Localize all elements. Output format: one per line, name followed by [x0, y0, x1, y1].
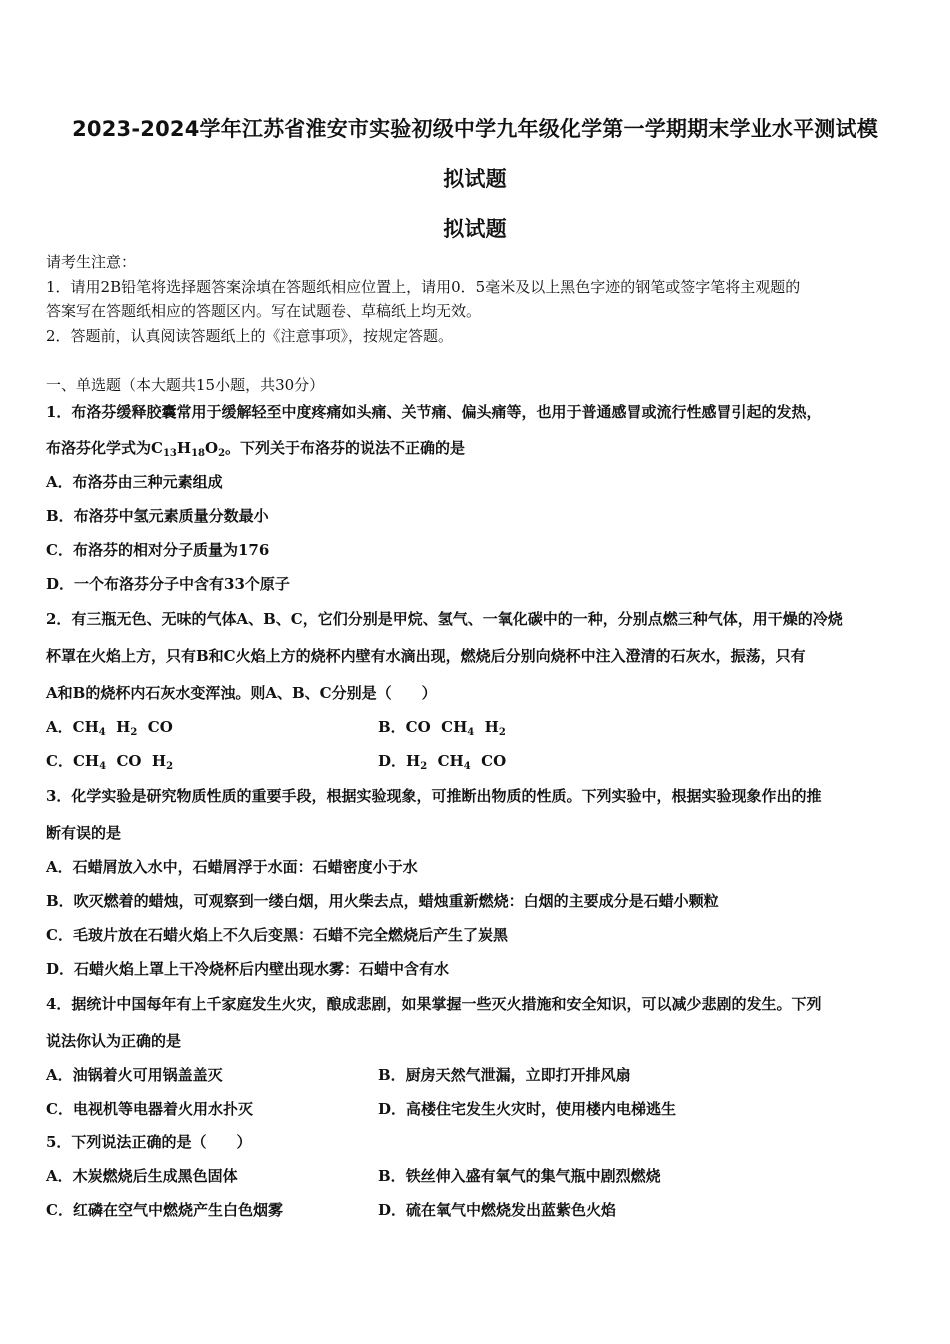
q2-b-sub-2: 2: [498, 727, 506, 738]
q2-stem-line-1: 2．有三瓶无色、无味的气体A、B、C，它们分别是甲烷、氢气、一氧化碳中的一种，分别点燃三种气体，用干燥的冷烧: [46, 610, 843, 628]
q1-option-d: D．一个布洛芬分子中含有33个原子: [46, 575, 290, 593]
q2-option-c: [46, 751, 173, 771]
q2-b-part-2: H: [474, 718, 499, 736]
q3-option-a: A．石蜡屑放入水中，石蜡屑浮于水面：石蜡密度小于水: [46, 858, 418, 876]
q4-stem-line-1: 4．据统计中国每年有上千家庭发生火灾，酿成悲剧，如果掌握一些灭火措施和安全知识，可以减少悲剧的发生。下列: [46, 995, 822, 1013]
q2-stem-line-2: 杯罩在火焰上方，只有B和C火焰上方的烧杯内壁有水滴出现，燃烧后分别向烧杯中注入澄清的石灰水，振荡，只有: [46, 647, 806, 665]
q5-option-d: D．硫在氧气中燃烧发出蓝紫色火焰: [378, 1201, 617, 1219]
exam-title-line-3: 拟试题: [443, 217, 507, 241]
exam-title-line-1: 2023-2024学年江苏省淮安市实验初级中学九年级化学第一学期期末学业水平测试模: [72, 117, 878, 141]
q5-stem: 5．下列说法正确的是（ ）: [46, 1133, 252, 1151]
q2-option-b: [378, 717, 506, 737]
q3-option-c: C．毛玻片放在石蜡火焰上不久后变黑：石蜡不完全燃烧后产生了炭黑: [46, 926, 508, 944]
q5-option-c: C．红磷在空气中燃烧产生白色烟雾: [46, 1201, 283, 1219]
q1-formula-sub-c: 13: [162, 448, 177, 459]
q2-c-sub-1: 4: [99, 761, 107, 772]
notice-item-1-line-1: 1．请用2B铅笔将选择题答案涂填在答题纸相应位置上，请用0．5毫米及以上黑色字迹的钢笔或签字笔将主观题的: [46, 278, 801, 296]
q4-option-d: D．高楼住宅发生火灾时，使用楼内电梯逃生: [378, 1100, 677, 1118]
q1-option-c: C．布洛芬的相对分子质量为176: [46, 541, 270, 559]
q1-stem-line-2: [46, 438, 465, 458]
q2-option-d: [378, 751, 506, 771]
q2-c-sub-2: 2: [166, 761, 174, 772]
q2-c-part-2: CO H: [106, 752, 167, 770]
q1-formula-o: O: [204, 439, 219, 457]
q2-stem-line-3: A和B的烧杯内石灰水变浑浊。则A、B、C分别是（ ）: [46, 684, 437, 702]
q2-d-part-1: D．H: [378, 752, 421, 770]
q3-stem-line-1: 3．化学实验是研究物质性质的重要手段，根据实验现象，可推断出物质的性质。下列实验中，根据实验现象作出的推: [46, 787, 822, 805]
q4-stem-line-2: 说法你认为正确的是: [46, 1032, 182, 1050]
q2-b-part-1: B．CO CH: [378, 718, 468, 736]
q2-a-part-2: H: [105, 718, 131, 736]
q3-stem-line-2: 断有误的是: [46, 824, 122, 842]
q3-option-b: B．吹灭燃着的蜡烛，可观察到一缕白烟，用火柴去点，蜡烛重新燃烧：白烟的主要成分是石蜡小颗粒: [46, 892, 719, 910]
q1-stem-prefix: 布洛芬化学式为C: [46, 439, 163, 457]
section-heading: 一、单选题（本大题共15小题，共30分）: [46, 376, 325, 394]
q2-b-sub-1: 4: [467, 727, 475, 738]
q3-option-d: D．石蜡火焰上罩上干冷烧杯后内壁出现水雾：石蜡中含有水: [46, 960, 450, 978]
q1-stem-line-1: 1．布洛芬缓释胶囊常用于缓解轻至中度疼痛如头痛、关节痛、偏头痛等，也用于普通感冒或流行性感冒引起的发热，: [46, 403, 822, 421]
q2-a-part-3: CO: [137, 718, 173, 736]
q1-formula-h: H: [176, 439, 192, 457]
q1-formula-sub-h: 18: [191, 448, 205, 459]
q2-d-part-3: CO: [470, 752, 507, 770]
q4-option-a: A．油锅着火可用锅盖盖灭: [46, 1066, 223, 1084]
q2-option-a: [46, 717, 173, 737]
q1-stem-suffix: 。下列关于布洛芬的说法不正确的是: [225, 439, 466, 457]
q2-a-sub-2: 2: [130, 727, 138, 738]
exam-title-line-2: 拟试题: [443, 167, 507, 191]
q5-option-b: B．铁丝伸入盛有氧气的集气瓶中剧烈燃烧: [378, 1167, 661, 1185]
q2-a-part-1: A．CH: [46, 718, 99, 736]
q1-formula-sub-o: 2: [218, 448, 226, 459]
q4-option-b: B．厨房天然气泄漏，立即打开排风扇: [378, 1066, 631, 1084]
notice-item-1-line-2: 答案写在答题纸相应的答题区内。写在试题卷、草稿纸上均无效。: [46, 302, 482, 320]
q2-d-sub-1: 2: [420, 761, 428, 772]
q1-option-b: B．布洛芬中氢元素质量分数最小: [46, 507, 269, 525]
q4-option-c: C．电视机等电器着火用水扑灭: [46, 1100, 253, 1118]
q5-option-a: A．木炭燃烧后生成黑色固体: [46, 1167, 238, 1185]
notice-item-2: 2．答题前，认真阅读答题纸上的《注意事项》，按规定答题。: [46, 327, 454, 345]
q2-c-part-1: C．CH: [46, 752, 100, 770]
q2-d-sub-2: 4: [463, 761, 471, 772]
q2-a-sub-1: 4: [98, 727, 106, 738]
notice-heading: 请考生注意：: [46, 253, 137, 271]
q2-d-part-2: CH: [427, 752, 464, 770]
q1-option-a: A．布洛芬由三种元素组成: [46, 473, 223, 491]
